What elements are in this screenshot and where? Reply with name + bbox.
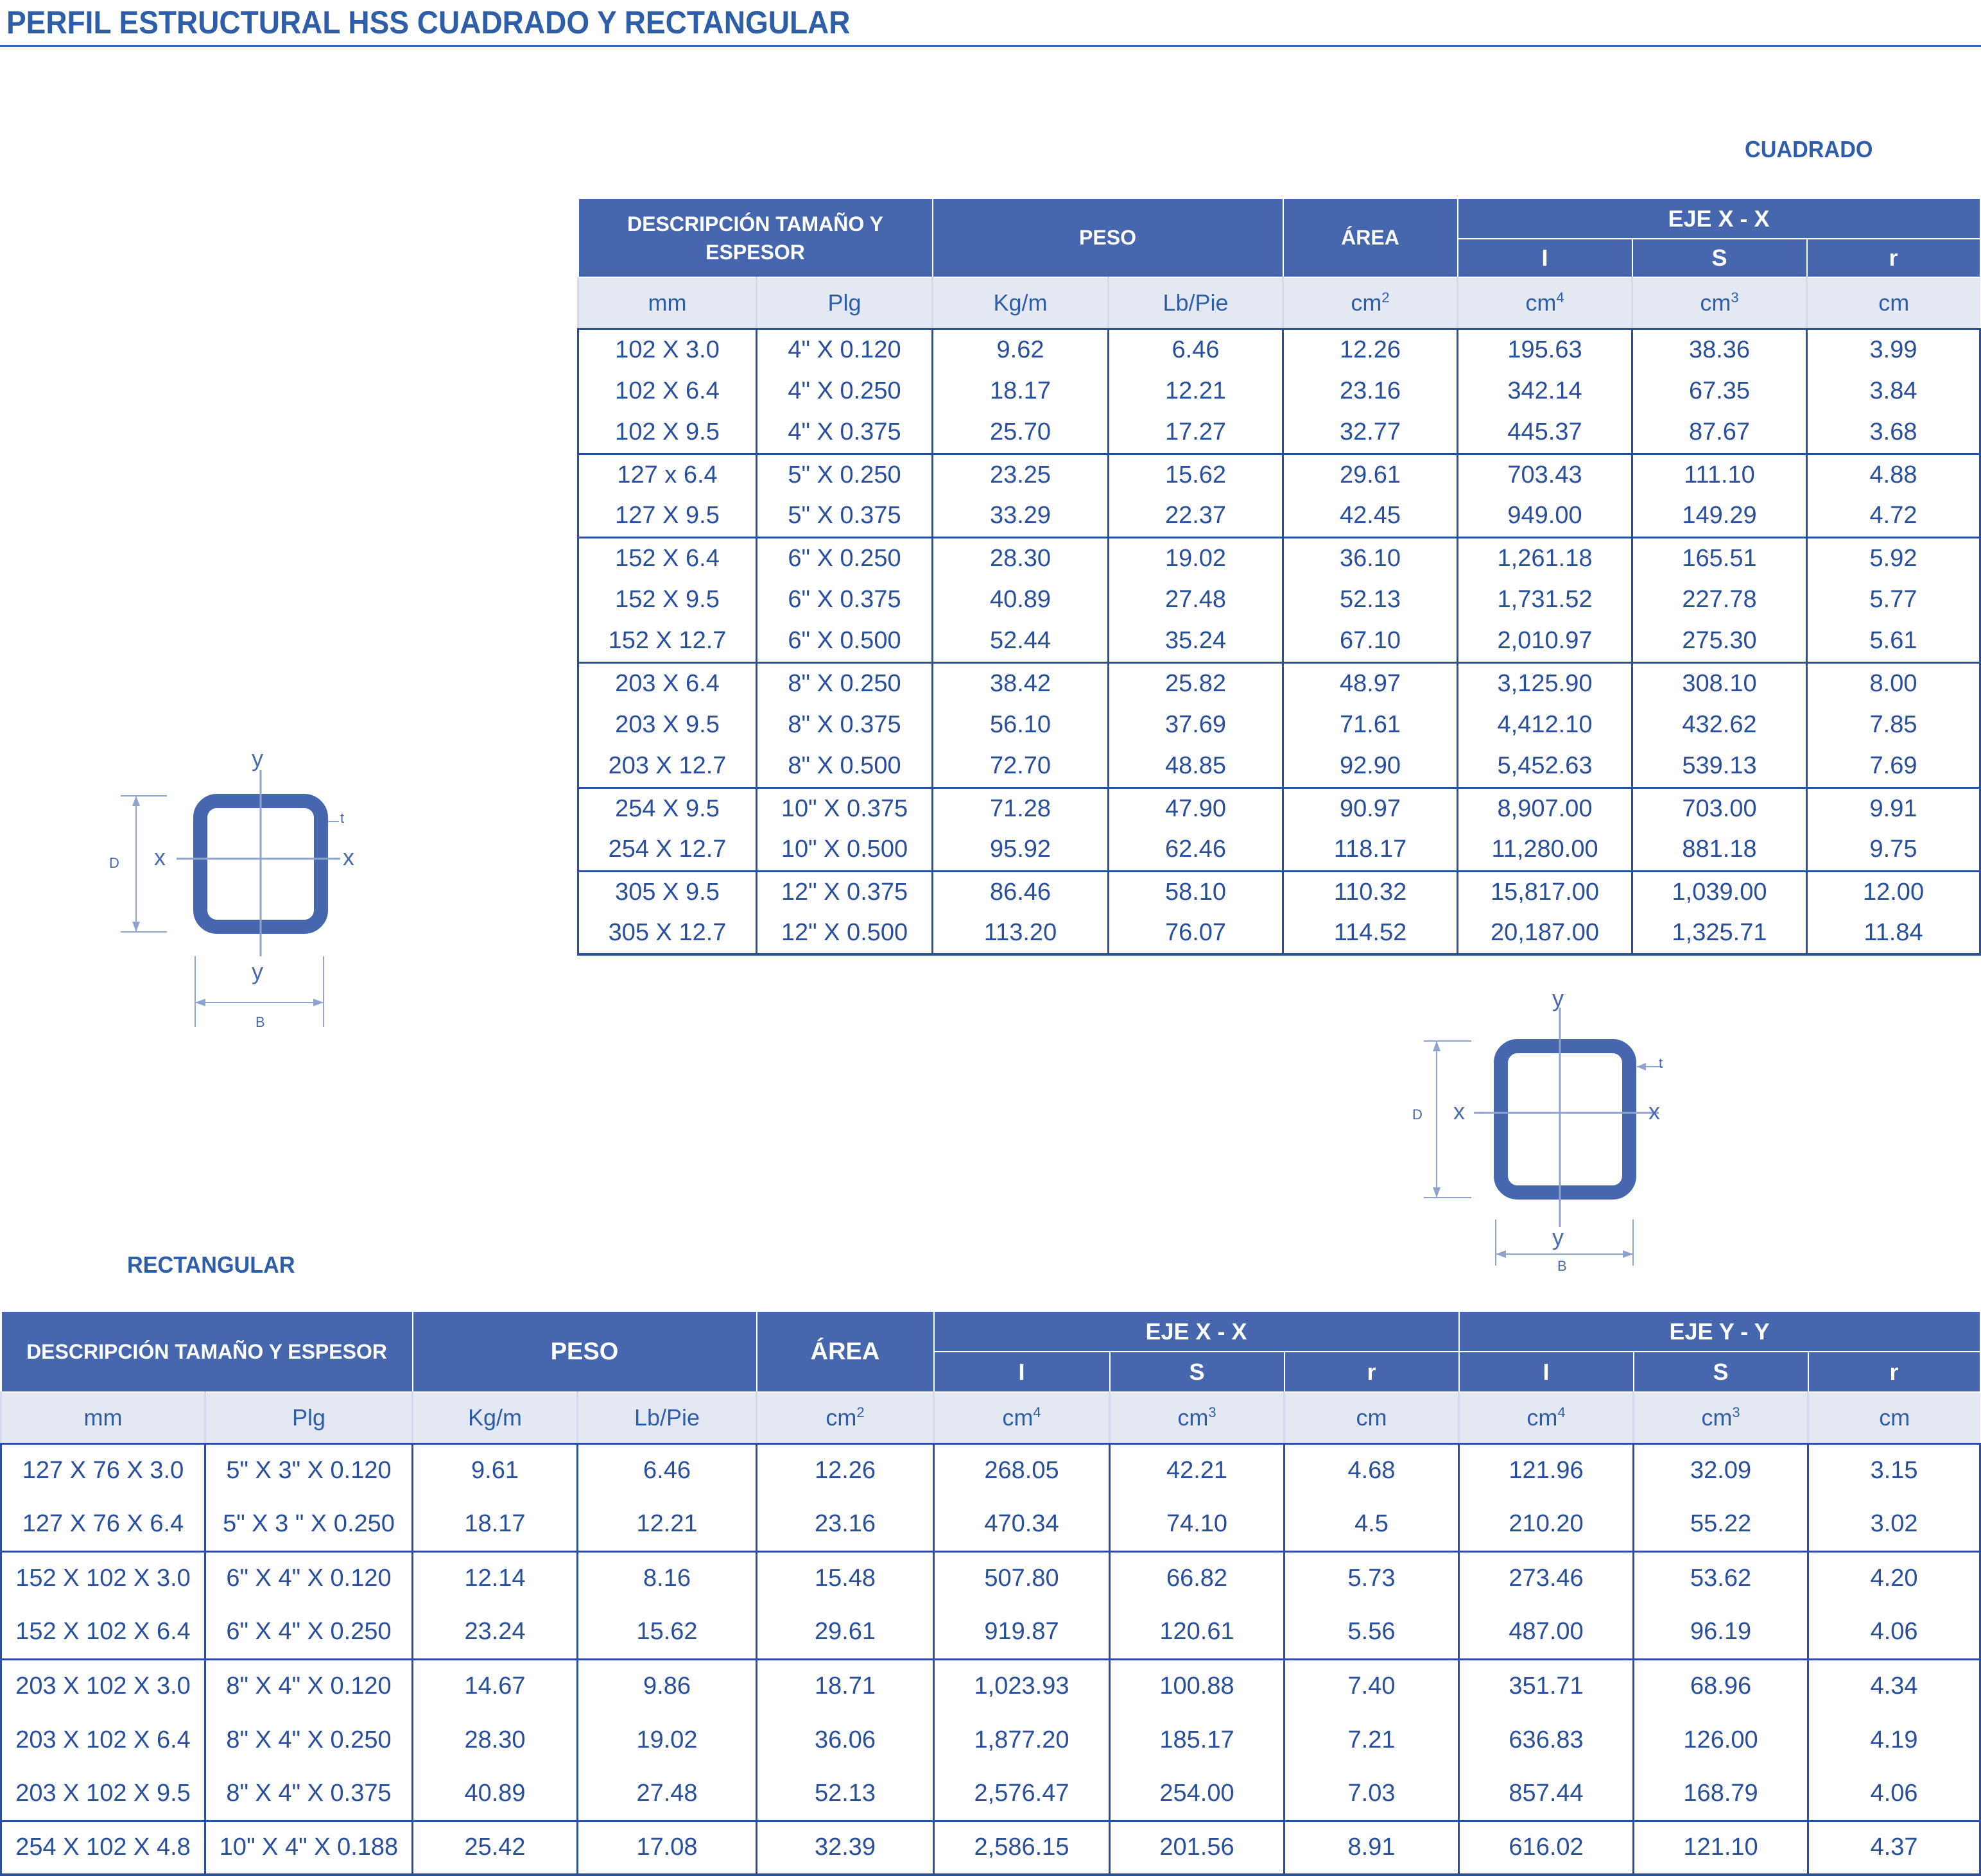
table-row: [578, 704, 1980, 746]
col-header-y-i: I: [1459, 1352, 1634, 1392]
table-cell: 20,187.00: [1458, 913, 1632, 954]
table-cell: 152 X 9.5: [578, 579, 757, 621]
table-row: [1, 1443, 1980, 1497]
table-cell: 37.69: [1109, 704, 1283, 746]
table-cell: 29.61: [757, 1605, 934, 1659]
table-cell: 90.97: [1283, 787, 1458, 829]
table-cell: 2,586.15: [934, 1821, 1110, 1875]
table-cell: 4.88: [1807, 454, 1980, 495]
table-cell: 17.08: [578, 1821, 757, 1875]
table-cell: 62.46: [1109, 829, 1283, 871]
table-cell: 1,325.71: [1632, 913, 1807, 954]
diagram-label-y-top: y: [1552, 988, 1564, 1011]
table-cell: 10" X 0.375: [757, 787, 933, 829]
diagram-label-x-right: x: [1648, 1098, 1660, 1124]
table-cell: 152 X 102 X 3.0: [1, 1551, 205, 1605]
unit-kgm: Kg/m: [413, 1392, 578, 1443]
table-cell: 203 X 102 X 9.5: [1, 1767, 205, 1821]
table-cell: 5.56: [1285, 1605, 1459, 1659]
col-header-y-r: r: [1808, 1352, 1980, 1392]
table-cell: 203 X 9.5: [578, 704, 757, 746]
rect-section-diagram: [1399, 988, 1682, 1284]
diagram-label-x-left: x: [1453, 1098, 1465, 1124]
unit-lbpie: Lb/Pie: [578, 1392, 757, 1443]
table-cell: 4.34: [1808, 1659, 1980, 1713]
table-cell: 25.70: [933, 412, 1109, 454]
table-cell: 2,576.47: [934, 1767, 1110, 1821]
table-cell: 23.16: [757, 1497, 934, 1551]
table-cell: 10" X 0.500: [757, 829, 933, 871]
table-cell: 6" X 0.250: [757, 537, 933, 579]
table-cell: 268.05: [934, 1443, 1110, 1497]
col-header-eje-x: EJE X - X: [934, 1311, 1459, 1352]
table-row: [578, 662, 1980, 704]
table-cell: 58.10: [1109, 871, 1283, 913]
table-cell: 1,731.52: [1458, 579, 1632, 621]
table-cell: 5.61: [1807, 621, 1980, 662]
table-cell: 52.44: [933, 621, 1109, 662]
table-cell: 949.00: [1458, 495, 1632, 537]
unit-y-r: cm: [1808, 1392, 1980, 1443]
col-header-x-i: I: [934, 1352, 1110, 1392]
table-cell: 71.28: [933, 787, 1109, 829]
col-header-i: I: [1458, 239, 1632, 277]
square-table-body: [578, 329, 1980, 954]
table-cell: 12.00: [1807, 871, 1980, 913]
table-cell: 3.99: [1807, 329, 1980, 370]
table-cell: 203 X 12.7: [578, 746, 757, 787]
col-header-area: ÁREA: [757, 1311, 934, 1392]
table-cell: 127 X 76 X 6.4: [1, 1497, 205, 1551]
table-cell: 9.91: [1807, 787, 1980, 829]
table-cell: 67.10: [1283, 621, 1458, 662]
table-cell: 7.40: [1285, 1659, 1459, 1713]
table-cell: 8,907.00: [1458, 787, 1632, 829]
table-cell: 185.17: [1110, 1713, 1285, 1767]
table-row: [578, 746, 1980, 787]
table-cell: 7.69: [1807, 746, 1980, 787]
table-cell: 23.16: [1283, 370, 1458, 412]
table-cell: 92.90: [1283, 746, 1458, 787]
table-cell: 40.89: [933, 579, 1109, 621]
table-cell: 636.83: [1459, 1713, 1634, 1767]
table-cell: 17.27: [1109, 412, 1283, 454]
table-row: [578, 579, 1980, 621]
table-cell: 40.89: [413, 1767, 578, 1821]
table-cell: 8" X 0.250: [757, 662, 933, 704]
table-cell: 703.43: [1458, 454, 1632, 495]
table-cell: 127 X 9.5: [578, 495, 757, 537]
table-cell: 254 X 102 X 4.8: [1, 1821, 205, 1875]
page-title: PERFIL ESTRUCTURAL HSS CUADRADO Y RECTANGULAR: [6, 4, 851, 40]
table-cell: 19.02: [1109, 537, 1283, 579]
rect-table-body: [1, 1443, 1980, 1875]
table-cell: 12.26: [1283, 329, 1458, 370]
table-cell: 11.84: [1807, 913, 1980, 954]
table-cell: 95.92: [933, 829, 1109, 871]
table-cell: 28.30: [413, 1713, 578, 1767]
table-cell: 8" X 4" X 0.120: [205, 1659, 413, 1713]
unit-r: cm: [1807, 277, 1980, 329]
table-cell: 4.06: [1808, 1767, 1980, 1821]
table-cell: 74.10: [1110, 1497, 1285, 1551]
table-cell: 86.46: [933, 871, 1109, 913]
table-cell: 35.24: [1109, 621, 1283, 662]
table-cell: 12.21: [1109, 370, 1283, 412]
unit-plg: Plg: [757, 277, 933, 329]
unit-i: $cm^4$: [1458, 277, 1632, 329]
table-cell: 1,039.00: [1632, 871, 1807, 913]
table-cell: 15,817.00: [1458, 871, 1632, 913]
table-row: [1, 1605, 1980, 1659]
table-cell: 3.68: [1807, 412, 1980, 454]
table-row: [1, 1497, 1980, 1551]
table-cell: 110.32: [1283, 871, 1458, 913]
table-cell: 254 X 9.5: [578, 787, 757, 829]
table-cell: 227.78: [1632, 579, 1807, 621]
table-cell: 4.5: [1285, 1497, 1459, 1551]
table-cell: 32.77: [1283, 412, 1458, 454]
rect-spec-table: [0, 1311, 1981, 1876]
table-row: [578, 329, 1980, 370]
square-section-diagram: [103, 744, 372, 1040]
unit-y-s: $cm^3$: [1634, 1392, 1808, 1443]
table-cell: 1,261.18: [1458, 537, 1632, 579]
col-header-description: DESCRIPCIÓN TAMAÑO Y ESPESOR: [1, 1311, 413, 1392]
table-cell: 616.02: [1459, 1821, 1634, 1875]
table-cell: 8" X 0.500: [757, 746, 933, 787]
col-header-description: DESCRIPCIÓN TAMAÑO Y ESPESOR: [578, 198, 933, 277]
table-cell: 113.20: [933, 913, 1109, 954]
table-cell: 28.30: [933, 537, 1109, 579]
table-cell: 305 X 12.7: [578, 913, 757, 954]
table-cell: 305 X 9.5: [578, 871, 757, 913]
table-cell: 102 X 6.4: [578, 370, 757, 412]
table-cell: 507.80: [934, 1551, 1110, 1605]
table-cell: 4,412.10: [1458, 704, 1632, 746]
table-cell: 120.61: [1110, 1605, 1285, 1659]
table-cell: 7.21: [1285, 1713, 1459, 1767]
table-cell: 5.77: [1807, 579, 1980, 621]
table-cell: 857.44: [1459, 1767, 1634, 1821]
table-cell: 203 X 102 X 3.0: [1, 1659, 205, 1713]
table-cell: 7.03: [1285, 1767, 1459, 1821]
diagram-label-y-top: y: [252, 745, 263, 771]
table-cell: 8" X 4" X 0.250: [205, 1713, 413, 1767]
table-cell: 66.82: [1110, 1551, 1285, 1605]
unit-area: $cm^2$: [1283, 277, 1458, 329]
table-cell: 7.85: [1807, 704, 1980, 746]
unit-plg: Plg: [205, 1392, 413, 1443]
table-cell: 4.68: [1285, 1443, 1459, 1497]
diagram-label-t: t: [1659, 1055, 1663, 1071]
table-row: [578, 495, 1980, 537]
table-cell: 52.13: [757, 1767, 934, 1821]
unit-mm: mm: [1, 1392, 205, 1443]
table-cell: 919.87: [934, 1605, 1110, 1659]
table-cell: 4.37: [1808, 1821, 1980, 1875]
diagram-label-x-right: x: [343, 844, 354, 870]
table-cell: 76.07: [1109, 913, 1283, 954]
table-cell: 210.20: [1459, 1497, 1634, 1551]
table-cell: 32.09: [1634, 1443, 1808, 1497]
col-header-y-s: S: [1634, 1352, 1808, 1392]
diagram-label-d: D: [109, 855, 119, 871]
table-row: [1, 1551, 1980, 1605]
table-cell: 2,010.97: [1458, 621, 1632, 662]
table-cell: 127 x 6.4: [578, 454, 757, 495]
table-cell: 4" X 0.120: [757, 329, 933, 370]
table-cell: 11,280.00: [1458, 829, 1632, 871]
table-cell: 68.96: [1634, 1659, 1808, 1713]
diagram-label-b: B: [255, 1014, 265, 1030]
table-cell: 12" X 0.500: [757, 913, 933, 954]
table-cell: 273.46: [1459, 1551, 1634, 1605]
col-header-area: ÁREA: [1283, 198, 1458, 277]
table-cell: 5" X 3" X 0.120: [205, 1443, 413, 1497]
table-cell: 5" X 3 " X 0.250: [205, 1497, 413, 1551]
table-cell: 56.10: [933, 704, 1109, 746]
table-cell: 8.16: [578, 1551, 757, 1605]
table-cell: 1,023.93: [934, 1659, 1110, 1713]
unit-x-i: $cm^4$: [934, 1392, 1110, 1443]
table-cell: 15.62: [1109, 454, 1283, 495]
table-cell: 487.00: [1459, 1605, 1634, 1659]
table-cell: 8.00: [1807, 662, 1980, 704]
table-cell: 201.56: [1110, 1821, 1285, 1875]
table-cell: 4" X 0.250: [757, 370, 933, 412]
table-cell: 152 X 12.7: [578, 621, 757, 662]
table-cell: 71.61: [1283, 704, 1458, 746]
table-cell: 52.13: [1283, 579, 1458, 621]
table-cell: 9.62: [933, 329, 1109, 370]
square-spec-table: [577, 198, 1981, 956]
table-cell: 3.02: [1808, 1497, 1980, 1551]
table-cell: 127 X 76 X 3.0: [1, 1443, 205, 1497]
table-cell: 42.45: [1283, 495, 1458, 537]
table-cell: 539.13: [1632, 746, 1807, 787]
table-cell: 6" X 0.500: [757, 621, 933, 662]
table-cell: 308.10: [1632, 662, 1807, 704]
table-cell: 121.96: [1459, 1443, 1634, 1497]
table-cell: 703.00: [1632, 787, 1807, 829]
unit-lbpie: Lb/Pie: [1109, 277, 1283, 329]
table-cell: 27.48: [578, 1767, 757, 1821]
table-cell: 126.00: [1634, 1713, 1808, 1767]
table-cell: 18.71: [757, 1659, 934, 1713]
table-cell: 5.92: [1807, 537, 1980, 579]
table-cell: 8" X 0.375: [757, 704, 933, 746]
table-row: [578, 787, 1980, 829]
diagram-label-d: D: [1412, 1106, 1423, 1123]
col-header-peso: PESO: [413, 1311, 757, 1392]
table-row: [1, 1767, 1980, 1821]
table-cell: 55.22: [1634, 1497, 1808, 1551]
table-cell: 4.19: [1808, 1713, 1980, 1767]
table-cell: 102 X 3.0: [578, 329, 757, 370]
table-cell: 4.06: [1808, 1605, 1980, 1659]
table-cell: 12.14: [413, 1551, 578, 1605]
table-cell: 23.25: [933, 454, 1109, 495]
table-cell: 12.21: [578, 1497, 757, 1551]
table-cell: 149.29: [1632, 495, 1807, 537]
table-cell: 275.30: [1632, 621, 1807, 662]
unit-x-r: cm: [1285, 1392, 1459, 1443]
table-cell: 72.70: [933, 746, 1109, 787]
unit-mm: mm: [578, 277, 757, 329]
table-cell: 6" X 0.375: [757, 579, 933, 621]
table-row: [578, 621, 1980, 662]
table-cell: 9.86: [578, 1659, 757, 1713]
table-cell: 3,125.90: [1458, 662, 1632, 704]
table-cell: 14.67: [413, 1659, 578, 1713]
table-cell: 111.10: [1632, 454, 1807, 495]
table-cell: 48.85: [1109, 746, 1283, 787]
rect-section-label: RECTANGULAR: [127, 1252, 295, 1278]
diagram-label-y-bottom: y: [1552, 1224, 1564, 1250]
table-cell: 42.21: [1110, 1443, 1285, 1497]
table-cell: 29.61: [1283, 454, 1458, 495]
col-header-x-s: S: [1110, 1352, 1285, 1392]
table-row: [578, 454, 1980, 495]
col-header-s: S: [1632, 239, 1807, 277]
table-row: [1, 1659, 1980, 1713]
table-row: [578, 913, 1980, 954]
table-cell: 432.62: [1632, 704, 1807, 746]
table-cell: 152 X 102 X 6.4: [1, 1605, 205, 1659]
table-cell: 9.61: [413, 1443, 578, 1497]
table-cell: 23.24: [413, 1605, 578, 1659]
table-cell: 36.06: [757, 1713, 934, 1767]
table-cell: 342.14: [1458, 370, 1632, 412]
unit-kgm: Kg/m: [933, 277, 1109, 329]
table-cell: 3.84: [1807, 370, 1980, 412]
table-row: [578, 871, 1980, 913]
unit-y-i: $cm^4$: [1459, 1392, 1634, 1443]
table-row: [578, 412, 1980, 454]
diagram-label-b: B: [1557, 1258, 1567, 1274]
table-cell: 33.29: [933, 495, 1109, 537]
unit-s: $cm^3$: [1632, 277, 1807, 329]
table-cell: 881.18: [1632, 829, 1807, 871]
table-row: [578, 537, 1980, 579]
table-cell: 10" X 4" X 0.188: [205, 1821, 413, 1875]
table-cell: 121.10: [1634, 1821, 1808, 1875]
table-cell: 6" X 4" X 0.250: [205, 1605, 413, 1659]
col-header-r: r: [1807, 239, 1980, 277]
table-row: [578, 829, 1980, 871]
table-cell: 5" X 0.375: [757, 495, 933, 537]
unit-area: $cm^2$: [757, 1392, 934, 1443]
table-cell: 25.42: [413, 1821, 578, 1875]
unit-x-s: $cm^3$: [1110, 1392, 1285, 1443]
table-cell: 152 X 6.4: [578, 537, 757, 579]
table-cell: 102 X 9.5: [578, 412, 757, 454]
table-cell: 48.97: [1283, 662, 1458, 704]
table-cell: 12.26: [757, 1443, 934, 1497]
title-underline: [0, 45, 1981, 47]
table-cell: 4" X 0.375: [757, 412, 933, 454]
table-cell: 6.46: [578, 1443, 757, 1497]
diagram-label-y-bottom: y: [252, 958, 263, 985]
table-cell: 1,877.20: [934, 1713, 1110, 1767]
table-cell: 100.88: [1110, 1659, 1285, 1713]
table-row: [1, 1713, 1980, 1767]
table-cell: 445.37: [1458, 412, 1632, 454]
table-cell: 38.42: [933, 662, 1109, 704]
table-cell: 36.10: [1283, 537, 1458, 579]
table-cell: 8" X 4" X 0.375: [205, 1767, 413, 1821]
table-cell: 470.34: [934, 1497, 1110, 1551]
table-cell: 18.17: [413, 1497, 578, 1551]
table-cell: 203 X 6.4: [578, 662, 757, 704]
table-cell: 6.46: [1109, 329, 1283, 370]
table-cell: 351.71: [1459, 1659, 1634, 1713]
table-cell: 5.73: [1285, 1551, 1459, 1605]
diagram-label-x-left: x: [154, 844, 166, 870]
table-cell: 114.52: [1283, 913, 1458, 954]
table-cell: 118.17: [1283, 829, 1458, 871]
col-header-eje-y: EJE Y - Y: [1459, 1311, 1980, 1352]
col-header-peso: PESO: [933, 198, 1283, 277]
table-cell: 25.82: [1109, 662, 1283, 704]
col-header-eje-x: EJE X - X: [1458, 198, 1980, 239]
table-cell: 3.15: [1808, 1443, 1980, 1497]
table-cell: 4.72: [1807, 495, 1980, 537]
table-cell: 5,452.63: [1458, 746, 1632, 787]
table-cell: 18.17: [933, 370, 1109, 412]
table-cell: 254 X 12.7: [578, 829, 757, 871]
table-cell: 53.62: [1634, 1551, 1808, 1605]
table-cell: 9.75: [1807, 829, 1980, 871]
table-cell: 8.91: [1285, 1821, 1459, 1875]
table-cell: 195.63: [1458, 329, 1632, 370]
table-row: [1, 1821, 1980, 1875]
table-cell: 22.37: [1109, 495, 1283, 537]
col-header-x-r: r: [1285, 1352, 1459, 1392]
table-cell: 203 X 102 X 6.4: [1, 1713, 205, 1767]
table-cell: 4.20: [1808, 1551, 1980, 1605]
table-cell: 254.00: [1110, 1767, 1285, 1821]
square-section-label: CUADRADO: [1745, 136, 1873, 162]
table-cell: 47.90: [1109, 787, 1283, 829]
table-cell: 27.48: [1109, 579, 1283, 621]
table-cell: 15.62: [578, 1605, 757, 1659]
table-cell: 96.19: [1634, 1605, 1808, 1659]
table-cell: 12" X 0.375: [757, 871, 933, 913]
table-cell: 67.35: [1632, 370, 1807, 412]
table-cell: 15.48: [757, 1551, 934, 1605]
table-cell: 6" X 4" X 0.120: [205, 1551, 413, 1605]
table-cell: 19.02: [578, 1713, 757, 1767]
table-cell: 38.36: [1632, 329, 1807, 370]
diagram-label-t: t: [340, 810, 345, 826]
table-cell: 165.51: [1632, 537, 1807, 579]
table-row: [578, 370, 1980, 412]
table-cell: 87.67: [1632, 412, 1807, 454]
table-cell: 5" X 0.250: [757, 454, 933, 495]
table-cell: 168.79: [1634, 1767, 1808, 1821]
table-cell: 32.39: [757, 1821, 934, 1875]
